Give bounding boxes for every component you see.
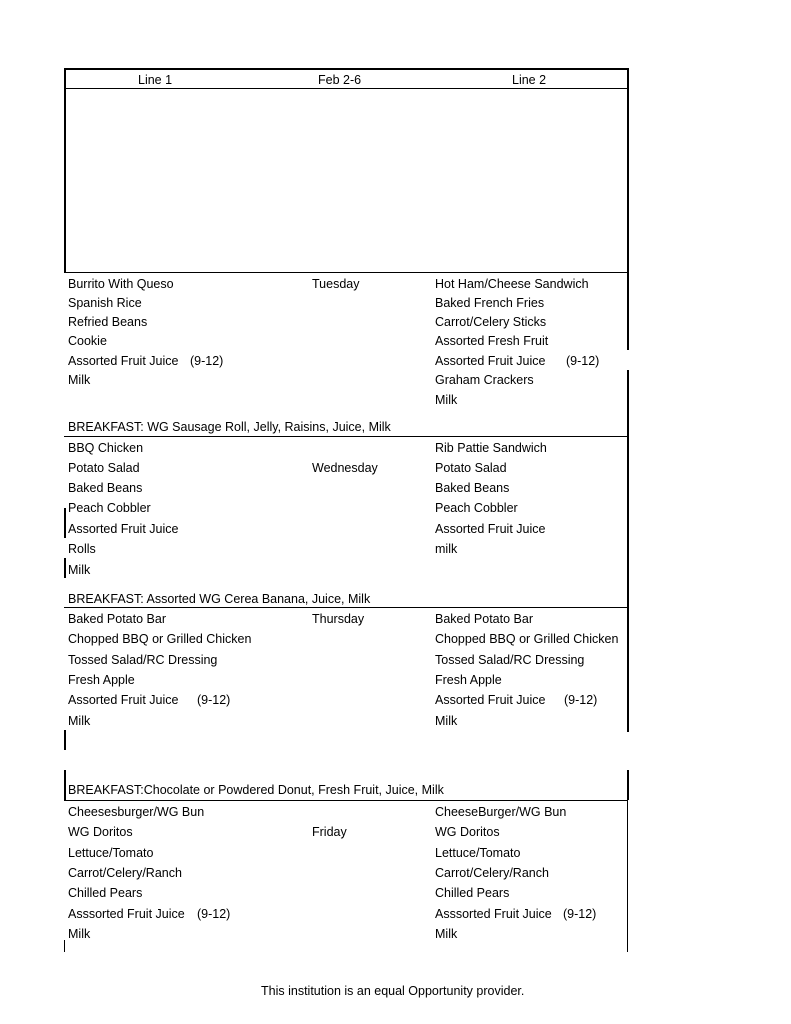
menu-item: Milk (68, 714, 91, 728)
table-left-border-6 (64, 940, 65, 952)
menu-item: Chopped BBQ or Grilled Chicken (68, 632, 252, 646)
menu-item: Asssorted Fruit Juice (68, 907, 185, 921)
grade-note: (9-12) (197, 907, 231, 921)
menu-item: Peach Cobbler (435, 501, 518, 515)
menu-item: WG Doritos (68, 825, 133, 839)
table-right-border-2 (627, 370, 629, 732)
section-divider-wednesday (64, 436, 628, 437)
menu-item: Assorted Fruit Juice (68, 522, 179, 536)
menu-item: Potato Salad (68, 461, 140, 475)
menu-item: Carrot/Celery/Ranch (68, 866, 182, 880)
table-right-border (627, 68, 629, 350)
grade-note: (9-12) (190, 354, 224, 368)
menu-item: Milk (68, 373, 91, 387)
menu-item: Chilled Pears (435, 886, 510, 900)
menu-item: Assorted Fruit Juice (68, 693, 179, 707)
header-bottom-border (64, 88, 628, 89)
menu-item: Milk (68, 927, 91, 941)
menu-item: Cookie (68, 334, 107, 348)
header-line1: Line 1 (138, 73, 173, 87)
menu-item: Cheesesburger/WG Bun (68, 805, 205, 819)
grade-note: (9-12) (564, 693, 598, 707)
equal-opportunity-statement: This institution is an equal Opportunity provider. (261, 984, 525, 998)
header-line2: Line 2 (512, 73, 547, 87)
table-left-border-4 (64, 730, 66, 750)
menu-item: Lettuce/Tomato (68, 846, 154, 860)
menu-item: Assorted Fruit Juice (435, 693, 546, 707)
menu-item: Milk (435, 393, 458, 407)
menu-item: Burrito With Queso (68, 277, 174, 291)
menu-item: Assorted Fresh Fruit (435, 334, 549, 348)
menu-item: Hot Ham/Cheese Sandwich (435, 277, 589, 291)
menu-item: Graham Crackers (435, 373, 534, 387)
menu-item: Assorted Fruit Juice (435, 354, 546, 368)
menu-item: Asssorted Fruit Juice (435, 907, 552, 921)
header-week: Feb 2-6 (318, 73, 362, 87)
menu-item: Fresh Apple (435, 673, 502, 687)
menu-item: Baked Potato Bar (435, 612, 533, 626)
menu-item: Spanish Rice (68, 296, 142, 310)
menu-item: Baked Potato Bar (68, 612, 166, 626)
menu-item: Rib Pattie Sandwich (435, 441, 547, 455)
table-right-border-4 (627, 800, 628, 952)
menu-item: Carrot/Celery Sticks (435, 315, 547, 329)
grade-note: (9-12) (563, 907, 597, 921)
menu-item: Peach Cobbler (68, 501, 151, 515)
menu-item: Chilled Pears (68, 886, 143, 900)
menu-item: Milk (435, 714, 458, 728)
menu-item: Lettuce/Tomato (435, 846, 521, 860)
menu-item: Baked Beans (435, 481, 510, 495)
menu-item: Baked French Fries (435, 296, 545, 310)
table-left-border-5 (64, 770, 66, 800)
day-label: Tuesday (312, 277, 360, 291)
menu-item: Refried Beans (68, 315, 148, 329)
breakfast-text: BREAKFAST: Assorted WG Cerea Banana, Juice, Milk (68, 592, 371, 606)
day-label: Friday (312, 825, 347, 839)
table-left-border-2 (64, 508, 66, 538)
menu-item: Rolls (68, 542, 96, 556)
menu-item: CheeseBurger/WG Bun (435, 805, 567, 819)
section-divider-tuesday (64, 272, 628, 273)
table-left-border-3 (64, 558, 66, 578)
table-left-border (64, 68, 66, 272)
table-top-border (64, 68, 628, 70)
breakfast-text: BREAKFAST: WG Sausage Roll, Jelly, Raisins, Juice, Milk (68, 420, 391, 434)
menu-item: Milk (68, 563, 91, 577)
menu-item: Potato Salad (435, 461, 507, 475)
menu-item: Assorted Fruit Juice (68, 354, 179, 368)
breakfast-text: BREAKFAST:Chocolate or Powdered Donut, Fresh Fruit, Juice, Milk (68, 783, 444, 797)
grade-note: (9-12) (197, 693, 231, 707)
section-divider-friday (64, 800, 628, 801)
menu-item: Carrot/Celery/Ranch (435, 866, 549, 880)
section-divider-thursday (64, 607, 628, 608)
menu-item: Tossed Salad/RC Dressing (435, 653, 585, 667)
menu-item: WG Doritos (435, 825, 500, 839)
menu-item: Chopped BBQ or Grilled Chicken (435, 632, 619, 646)
menu-item: Baked Beans (68, 481, 143, 495)
menu-item: milk (435, 542, 458, 556)
day-label: Thursday (312, 612, 365, 626)
menu-item: Tossed Salad/RC Dressing (68, 653, 218, 667)
menu-item: Assorted Fruit Juice (435, 522, 546, 536)
menu-item: BBQ Chicken (68, 441, 144, 455)
menu-item: Milk (435, 927, 458, 941)
grade-note: (9-12) (566, 354, 600, 368)
menu-item: Fresh Apple (68, 673, 135, 687)
table-right-border-3 (627, 770, 629, 800)
day-label: Wednesday (312, 461, 378, 475)
